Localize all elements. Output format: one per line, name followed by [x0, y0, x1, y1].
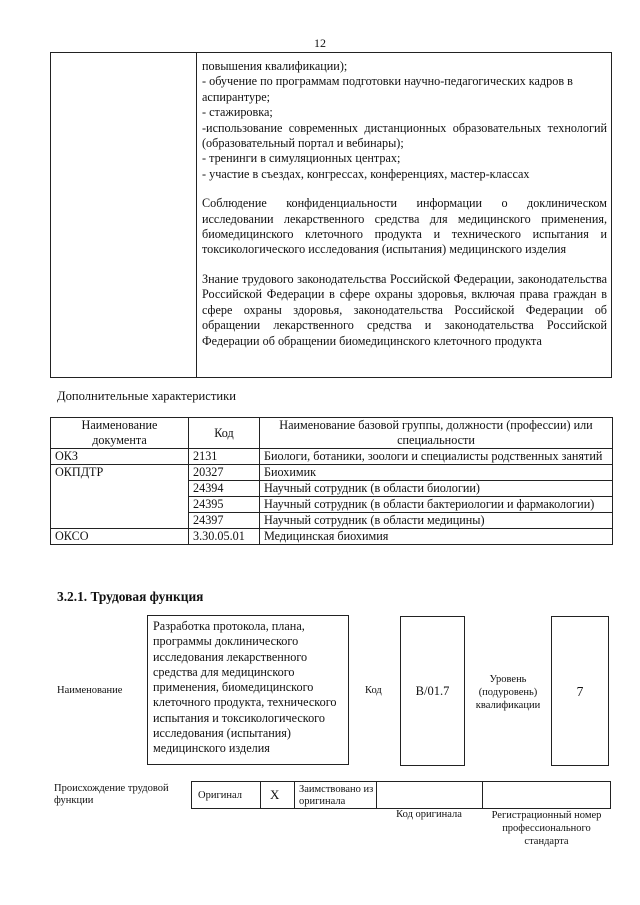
continuation-table-right-cell: [202, 59, 607, 349]
page-number: 12: [314, 36, 326, 50]
doc-cell: ОКЗ: [51, 449, 189, 465]
code-cell: 2131: [189, 449, 260, 465]
code-original-label: Код оригинала: [396, 809, 462, 820]
table-row: [51, 465, 613, 481]
name-cell: Научный сотрудник (в области медицины): [260, 513, 613, 529]
code-value: B/01.7: [415, 684, 450, 698]
text-line: -использование современных дистанционных образовательных технологий (образовательный портал и вебинары);: [202, 120, 607, 151]
borrowed-label: Заимствовано из оригинала: [299, 784, 374, 807]
name-cell: Научный сотрудник (в области бактериологии и фармакологии): [260, 497, 613, 513]
code-original-cell: [377, 782, 483, 808]
continuation-table: [50, 52, 612, 378]
reg-number-cell: [483, 782, 612, 808]
level-value: 7: [576, 684, 584, 699]
borrowed-cell: [295, 782, 377, 808]
header-document: Наименование документа: [51, 418, 189, 449]
name-cell: Биохимик: [260, 465, 613, 481]
header-name: Наименование базовой группы, должности (профессии) или специальности: [260, 418, 613, 449]
table-header-row: [51, 418, 613, 449]
name-cell: Медицинская биохимия: [260, 529, 613, 545]
reg-number-label: Регистрационный номер профессионального стандарта: [491, 810, 602, 847]
law-paragraph: Знание трудового законодательства Российской Федерации, законодательства Российской Федерации в сфере охраны здоровья, включая права граждан в сфере охраны здоровья, законодательства Российской Федерации об обращении лекарственного средства и законодательства Российской Федерации об обращении биомедицинского клеточного продукта: [202, 271, 607, 348]
original-cell: [192, 782, 261, 808]
text-line: - обучение по программам подготовки научно-педагогических кадров в аспирантуре;: [202, 74, 573, 104]
function-name-box: Разработка протокола, плана, программы доклинического исследования лекарственного средства для медицинского применения, биомедицинского клеточного продукта, технического испытания и токсикологического исследования (испытания) медицинского изделия: [147, 615, 349, 765]
table-row: [51, 449, 613, 465]
code-cell: 24395: [189, 497, 260, 513]
code-cell: 20327: [189, 465, 260, 481]
original-label: Оригинал: [198, 790, 242, 801]
origin-row: [191, 781, 611, 809]
doc-cell: ОКСО: [51, 529, 189, 545]
text-line: повышения квалификации);: [202, 59, 348, 73]
confidentiality-paragraph: Соблюдение конфиденциальности информации о доклиническом исследовании лекарственного средства для медицинского применения, биомедицинского клеточного продукта и технического испытания и токсикологического исследования (испытания) медицинского изделия: [202, 196, 607, 257]
text-line: - тренинги в симуляционных центрах;: [202, 151, 401, 166]
code-cell: 3.30.05.01: [189, 529, 260, 545]
code-cell: 24397: [189, 513, 260, 529]
table-row: [51, 529, 613, 545]
doc-cell: ОКПДТР: [51, 465, 189, 529]
level-label: Уровень (подуровень) квалификации: [475, 674, 541, 711]
section-title: 3.2.1. Трудовая функция: [57, 589, 204, 604]
name-label: Наименование: [57, 685, 123, 696]
text-line: - участие в съездах, конгрессах, конференциях, мастер-классах: [202, 166, 530, 181]
additional-characteristics-title: Дополнительные характеристики: [57, 389, 236, 403]
original-mark-cell: [261, 782, 295, 808]
origin-label: Происхождение трудовой функции: [54, 783, 169, 806]
name-cell: Биологи, ботаники, зоологи и специалисты родственных занятий: [260, 449, 613, 465]
code-cell: 24394: [189, 481, 260, 497]
additional-characteristics-table: [50, 417, 613, 545]
text-line: - стажировка;: [202, 105, 273, 120]
header-code: Код: [189, 418, 260, 449]
original-mark: X: [270, 787, 280, 802]
continuation-table-left-cell: [51, 53, 197, 377]
name-cell: Научный сотрудник (в области биологии): [260, 481, 613, 497]
code-label: Код: [365, 685, 382, 696]
